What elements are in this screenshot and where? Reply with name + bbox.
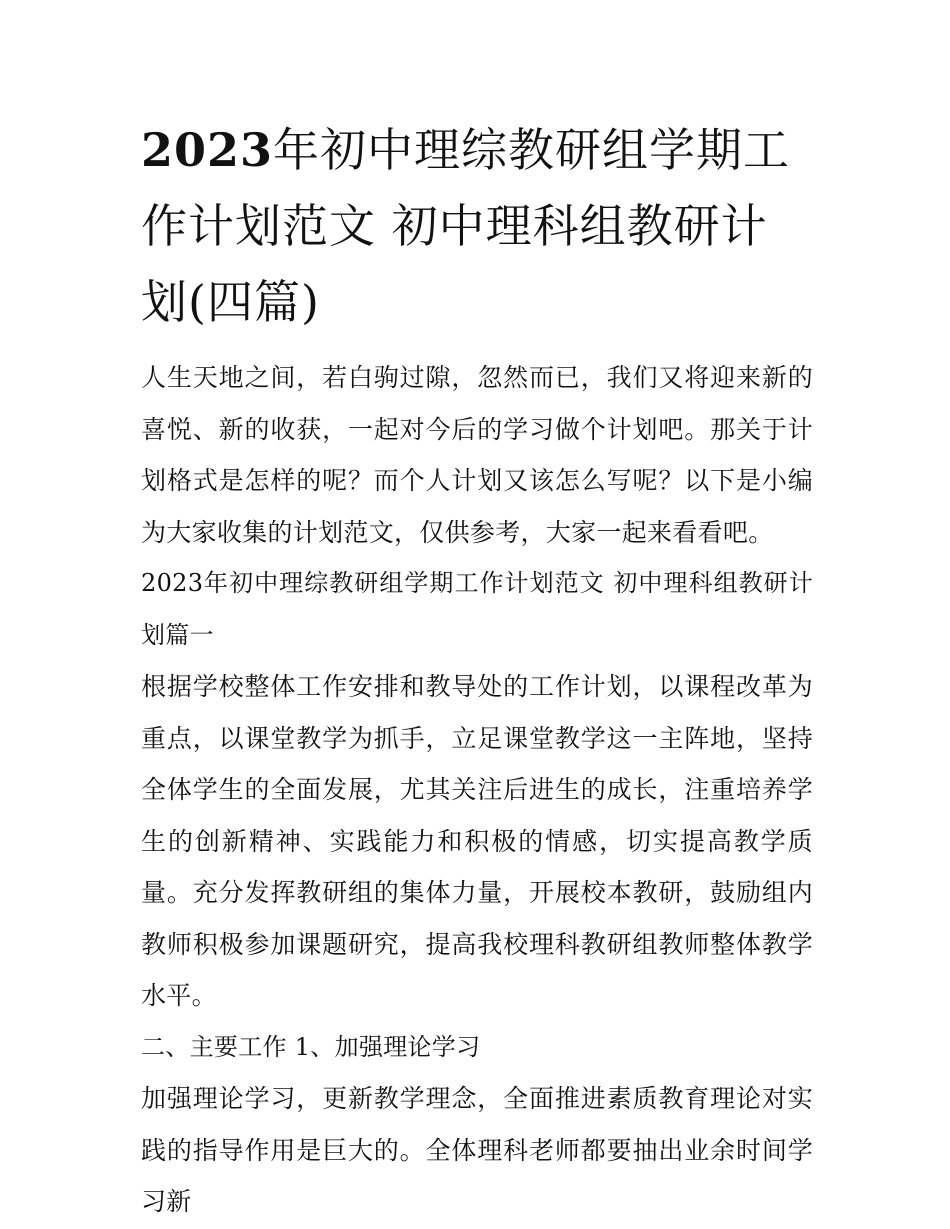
subsection-heading: 二、主要工作 1、加强理论学习 — [141, 1032, 481, 1061]
document-title — [141, 112, 813, 340]
body-paragraph: 根据学校整体工作安排和教导处的工作计划，以课程改革为重点，以课堂教学为抓手，立足课堂教学这一主阵地，坚持全体学生的全面发展，尤其关注后进生的成长，注重培养学生的创新精神、实践能力和积极的情感，切实提高教学质量。充分发挥教研组的集体力量，开展校本教研，鼓励组内教师积极参加课题研究，提高我校理科教研组教师整体教学水平。 — [141, 672, 813, 1010]
document-page — [141, 112, 813, 1228]
section-heading: 2023年初中理综教研组学期工作计划范文 初中理科组教研计划篇一 — [141, 569, 813, 649]
title-text: 年初中理综教研组学期工作计划范文 初中理科组教研计划(四篇) — [141, 123, 791, 329]
body-paragraph-2: 加强理论学习，更新教学理念，全面推进素质教育理论对实践的指导作用是巨大的。全体理科老师都要抽出业余时间学习新 — [141, 1084, 813, 1216]
intro-paragraph: 人生天地之间，若白驹过隙，忽然而已，我们又将迎来新的喜悦、新的收获，一起对今后的学习做个计划吧。那关于计划格式是怎样的呢？而个人计划又该怎么写呢？以下是小编为大家收集的计划范文，仅供参考，大家一起来看看吧。 — [141, 363, 813, 547]
title-year: 2023 — [141, 123, 274, 177]
